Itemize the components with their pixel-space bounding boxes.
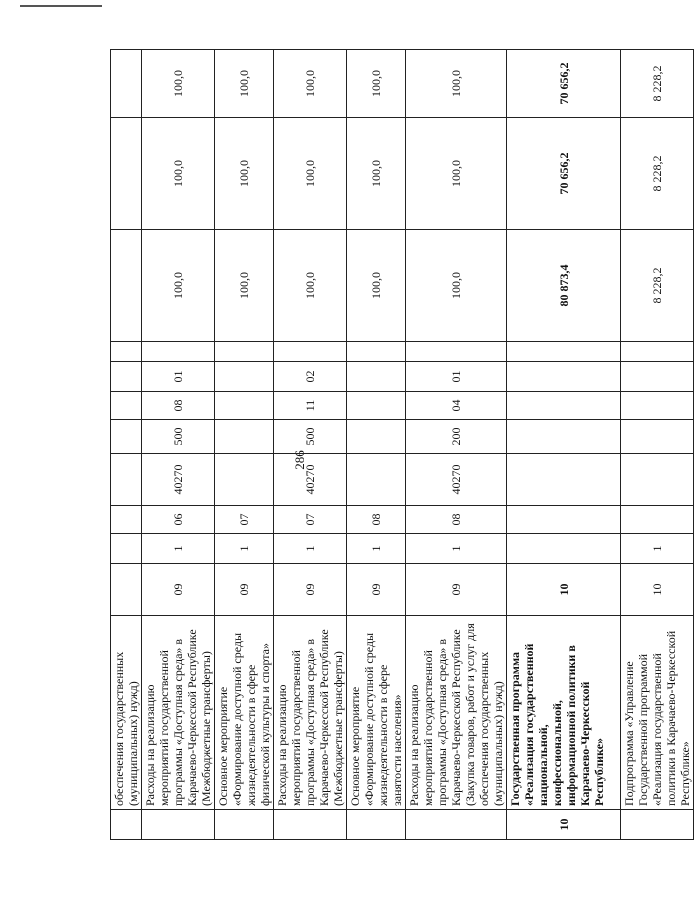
cell-v3: 100,0 (406, 50, 507, 118)
cell-v3: 100,0 (274, 50, 347, 118)
cell-v2: 100,0 (142, 118, 215, 230)
cell-c4: 40270 (142, 454, 215, 506)
cell-c2: 1 (274, 534, 347, 564)
cell-c8 (274, 342, 347, 362)
cell-v1: 100,0 (406, 230, 507, 342)
cell-c2 (111, 534, 142, 564)
cell-v3: 8 228,2 (621, 50, 694, 118)
cell-c6: 04 (406, 392, 507, 420)
cell-c5 (621, 420, 694, 454)
cell-v3: 100,0 (347, 50, 406, 118)
cell-v1: 100,0 (274, 230, 347, 342)
cell-c1: 10 (507, 564, 621, 616)
cell-c2: 1 (621, 534, 694, 564)
cell-v2: 70 656,2 (507, 118, 621, 230)
cell-c7 (507, 362, 621, 392)
cell-c7: 01 (142, 362, 215, 392)
cell-c7 (111, 362, 142, 392)
cell-c6: 08 (142, 392, 215, 420)
cell-c8 (507, 342, 621, 362)
cell-v3: 100,0 (142, 50, 215, 118)
cell-c1 (111, 564, 142, 616)
cell-c4 (347, 454, 406, 506)
table-row (142, 50, 215, 840)
cell-c5 (347, 420, 406, 454)
scan-artifact-line (20, 5, 102, 7)
cell-c6 (111, 392, 142, 420)
cell-v3: 70 656,2 (507, 50, 621, 118)
cell-c7 (215, 362, 274, 392)
table-row (274, 50, 347, 840)
cell-c8 (347, 342, 406, 362)
cell-no (142, 810, 215, 840)
cell-c1: 09 (347, 564, 406, 616)
cell-name: Основное мероприятие «Формирование доступной среды жизнедеятельности в сфере физической культуры и спорта» (215, 616, 274, 810)
cell-c1: 09 (406, 564, 507, 616)
cell-name: Подпрограмма «Управление Государственной программой «Реализация государственной политики в Карачаево-Черкесской Республике» (621, 616, 694, 810)
cell-c5: 500 (274, 420, 347, 454)
cell-c6 (347, 392, 406, 420)
cell-name: Основное мероприятие «Формирование доступной среды жизнедеятельности в сфере занятости населения» (347, 616, 406, 810)
cell-c5 (507, 420, 621, 454)
cell-v1: 100,0 (215, 230, 274, 342)
budget-table (110, 49, 694, 840)
cell-c1: 10 (621, 564, 694, 616)
cell-name: обеспечения государственных (муниципальных) нужд) (111, 616, 142, 810)
cell-c1: 09 (142, 564, 215, 616)
cell-c1: 09 (215, 564, 274, 616)
cell-c2: 1 (406, 534, 507, 564)
cell-c4: 40270 (274, 454, 347, 506)
cell-name: Расходы на реализацию мероприятий государственной программы «Доступная среда» в Карачаево-Черкесской Республике (Межбюджетные трансферты) (142, 616, 215, 810)
cell-no: 10 (507, 810, 621, 840)
cell-no (406, 810, 507, 840)
cell-c1: 09 (274, 564, 347, 616)
page-number: 286 (292, 450, 307, 470)
cell-c7 (621, 362, 694, 392)
cell-c5: 500 (142, 420, 215, 454)
cell-c7 (347, 362, 406, 392)
cell-v2: 8 228,2 (621, 118, 694, 230)
cell-v1: 80 873,4 (507, 230, 621, 342)
cell-no (274, 810, 347, 840)
cell-c8 (621, 342, 694, 362)
cell-name: Расходы на реализацию мероприятий государственной программы «Доступная среда» в Карачаево-Черкесской Республике (Закупка товаров, работ и услуг для обеспечения государственных (муниципальных) нужд) (406, 616, 507, 810)
cell-c8 (215, 342, 274, 362)
cell-c2 (507, 534, 621, 564)
cell-v1: 100,0 (347, 230, 406, 342)
cell-v2: 100,0 (215, 118, 274, 230)
cell-c5 (111, 420, 142, 454)
cell-no (621, 810, 694, 840)
cell-v1 (111, 230, 142, 342)
cell-v3: 100,0 (215, 50, 274, 118)
cell-v2 (111, 118, 142, 230)
table-row (215, 50, 274, 840)
table-row (406, 50, 507, 840)
cell-c2: 1 (347, 534, 406, 564)
cell-c6: 11 (274, 392, 347, 420)
cell-c2: 1 (142, 534, 215, 564)
cell-no (111, 810, 142, 840)
rotated-table-container (110, 50, 692, 840)
cell-c4 (621, 454, 694, 506)
cell-name: Государственная программа «Реализация государственной национальной, конфессиональной, информационной политики в Карачаево-Черкесской Республике» (507, 616, 621, 810)
cell-c6 (507, 392, 621, 420)
cell-c2: 1 (215, 534, 274, 564)
cell-c4 (111, 454, 142, 506)
table-row (621, 50, 694, 840)
cell-c3: 08 (406, 506, 507, 534)
cell-v3 (111, 50, 142, 118)
cell-c7: 01 (406, 362, 507, 392)
cell-v2: 100,0 (274, 118, 347, 230)
cell-name: Расходы на реализацию мероприятий государственной программы «Доступная среда» в Карачаево-Черкесской Республике (Межбюджетные трансферты) (274, 616, 347, 810)
cell-c6 (215, 392, 274, 420)
cell-c3 (111, 506, 142, 534)
cell-c8 (111, 342, 142, 362)
cell-c3: 07 (215, 506, 274, 534)
cell-c8 (142, 342, 215, 362)
cell-c4 (507, 454, 621, 506)
cell-v1: 100,0 (142, 230, 215, 342)
cell-c6 (621, 392, 694, 420)
cell-c5 (215, 420, 274, 454)
cell-c4: 40270 (406, 454, 507, 506)
cell-c3: 06 (142, 506, 215, 534)
cell-c3: 08 (347, 506, 406, 534)
cell-c3 (507, 506, 621, 534)
cell-c3 (621, 506, 694, 534)
table-row (347, 50, 406, 840)
cell-c4 (215, 454, 274, 506)
cell-c5: 200 (406, 420, 507, 454)
cell-c8 (406, 342, 507, 362)
cell-c7: 02 (274, 362, 347, 392)
cell-no (347, 810, 406, 840)
table-row (111, 50, 142, 840)
table-row (507, 50, 621, 840)
cell-v2: 100,0 (406, 118, 507, 230)
cell-c3: 07 (274, 506, 347, 534)
cell-no (215, 810, 274, 840)
cell-v1: 8 228,2 (621, 230, 694, 342)
cell-v2: 100,0 (347, 118, 406, 230)
